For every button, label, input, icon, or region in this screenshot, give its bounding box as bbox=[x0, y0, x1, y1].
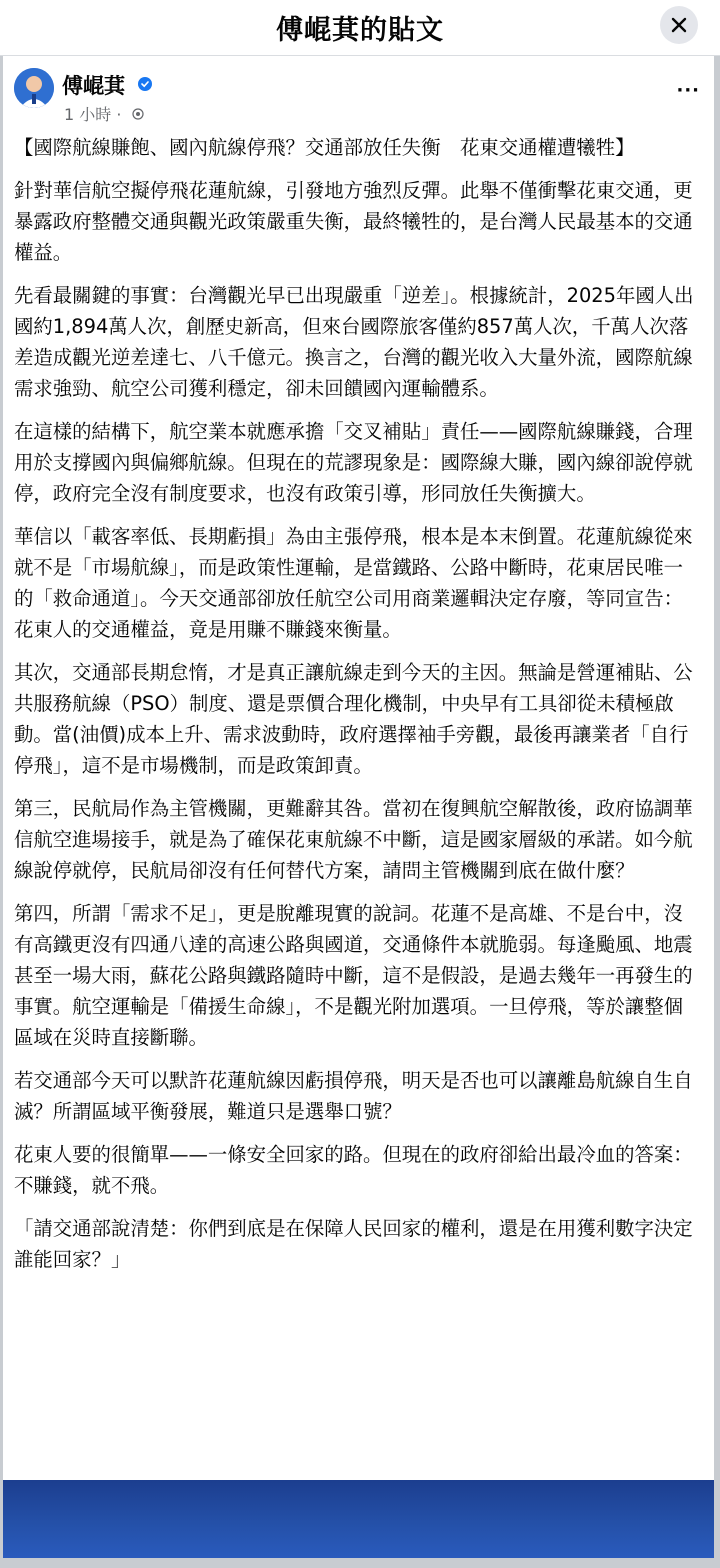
post-paragraph: 其次，交通部長期怠惰，才是真正讓航線走到今天的主因。無論是營運補貼、公共服務航線（PSO）制度、還是票價合理化機制，中央早有工具卻從未積極啟動。當(油價)成本上升、需求波動時，政府選擇袖手旁觀，最後再讓業者「自行停飛」，這不是市場機制，而是政策卸責。 bbox=[14, 661, 693, 777]
post-paragraph: 針對華信航空擬停飛花蓮航線，引發地方強烈反彈。此舉不僅衝擊花東交通，更暴露政府整體交通與觀光政策嚴重失衡，最終犧牲的，是台灣人民最基本的交通權益。 bbox=[14, 179, 693, 264]
globe-icon bbox=[132, 108, 144, 120]
close-icon bbox=[671, 17, 687, 33]
post-header bbox=[0, 0, 720, 56]
post-paragraph: 第三，民航局作為主管機關，更難辭其咎。當初在復興航空解散後，政府協調華信航空進場接手，就是為了確保花東航線不中斷，這是國家層級的承諾。如今航線說停就停，民航局卻沒有任何替代方案，請問主管機關到底在做什麼？ bbox=[14, 797, 693, 882]
author-row bbox=[14, 68, 704, 126]
post-paragraph: 第四，所謂「需求不足」，更是脫離現實的說詞。花蓮不是高雄、不是台中，沒有高鐵更沒有四通八達的高速公路與國道，交通條件本就脆弱。每逢颱風、地震甚至一場大雨，蘇花公路與鐵路隨時中斷，這不是假設，是過去幾年一再發生的事實。航空運輸是「備援生命線」，不是觀光附加選項。一旦停飛，等於讓整個區域在災時直接斷聯。 bbox=[14, 902, 693, 1049]
frame-border-right bbox=[714, 56, 720, 1568]
bottom-border bbox=[0, 1558, 720, 1568]
avatar-image bbox=[14, 68, 54, 108]
post-paragraph: 若交通部今天可以默許花蓮航線因虧損停飛，明天是否也可以讓離島航線自生自滅？所謂區域平衡發展，難道只是選舉口號？ bbox=[14, 1069, 693, 1123]
verified-badge-icon bbox=[138, 77, 152, 91]
page-title: 傅崐萁的貼文 bbox=[276, 15, 444, 46]
post-timestamp[interactable]: 1 小時 · bbox=[64, 105, 122, 124]
post-paragraph: 「請交通部說清楚：你們到底是在保障人民回家的權利，還是在用獲利數字決定誰能回家？」 bbox=[14, 1217, 693, 1271]
more-options-button[interactable]: ··· bbox=[676, 80, 700, 101]
post-paragraph: 華信以「載客率低、長期虧損」為由主張停飛，根本是本末倒置。花蓮航線從來就不是「市場航線」，而是政策性運輸，是當鐵路、公路中斷時，花東居民唯一的「救命通道」。今天交通部卻放任航空公司用商業邏輯決定存廢，等同宣告：花東人的交通權益，竟是用賺不賺錢來衡量。 bbox=[14, 525, 693, 641]
post-media-image[interactable] bbox=[3, 1480, 714, 1558]
post-paragraph: 在這樣的結構下，航空業本就應承擔「交叉補貼」責任——國際航線賺錢，合理用於支撐國內與偏鄉航線。但現在的荒謬現象是：國際線大賺，國內線卻說停就停，政府完全沒有制度要求，也沒有政策引導，形同放任失衡擴大。 bbox=[14, 420, 693, 505]
post-paragraph: 先看最關鍵的事實：台灣觀光早已出現嚴重「逆差」。根據統計，2025年國人出國約1,894萬人次，創歷史新高，但來台國際旅客僅約857萬人次，千萬人次落差造成觀光逆差達七、八千億元。換言之，台灣的觀光收入大量外流，國際航線需求強勁、航空公司獲利穩定，卻未回饋國內運輸體系。 bbox=[14, 284, 694, 400]
avatar[interactable] bbox=[14, 68, 54, 108]
post-paragraph: 花東人要的很簡單——一條安全回家的路。但現在的政府卻給出最冷血的答案：不賺錢，就不飛。 bbox=[14, 1143, 693, 1197]
close-button[interactable] bbox=[660, 6, 698, 44]
author-name[interactable]: 傅崐萁 bbox=[62, 74, 125, 98]
frame-border-left bbox=[0, 56, 3, 1568]
post-paragraph: 【國際航線賺飽、國內航線停飛？交通部放任失衡 花東交通權遭犧牲】 bbox=[14, 136, 635, 159]
post-body bbox=[14, 132, 702, 1287]
